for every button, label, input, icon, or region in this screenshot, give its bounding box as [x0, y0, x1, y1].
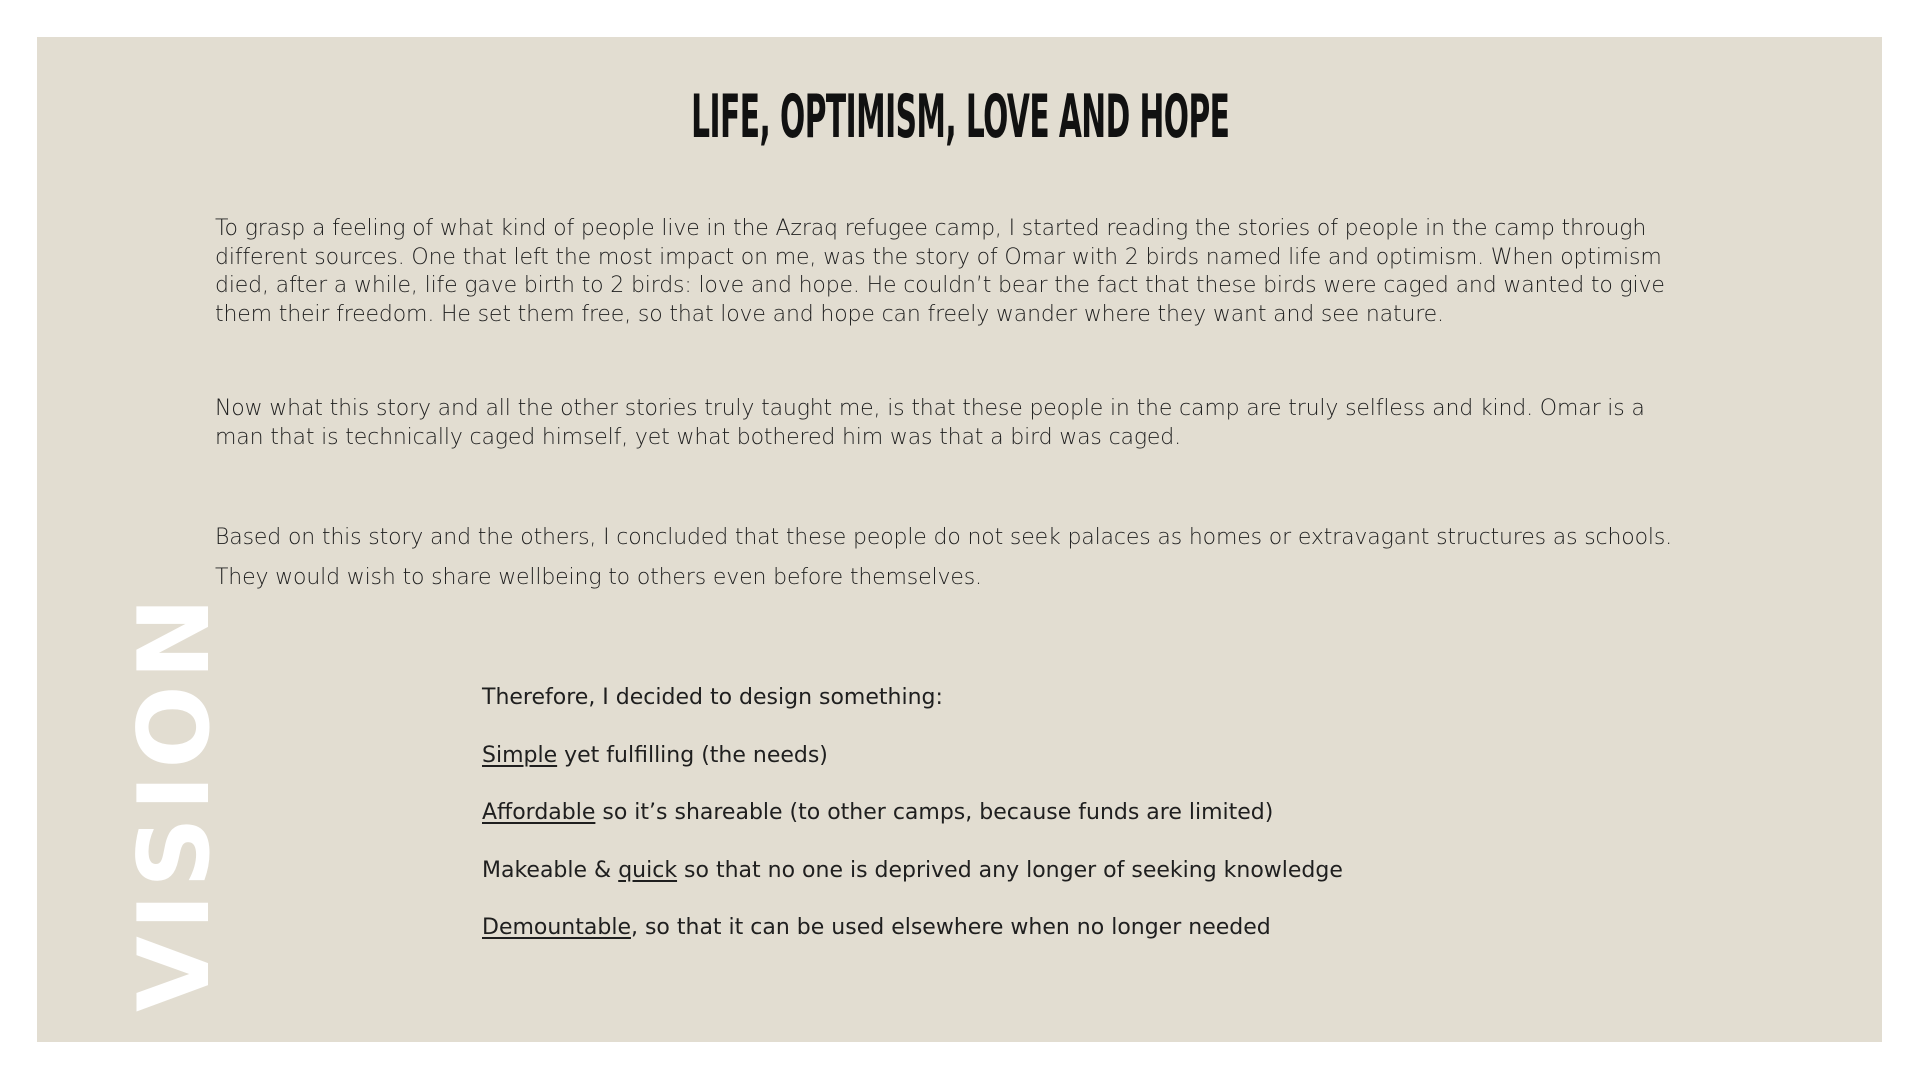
item-keyword: Affordable [482, 800, 596, 826]
item-keyword: quick [618, 857, 678, 883]
text-line: died, after a while, life gave birth to 2 birds: love and hope. He couldn’t bear the fact that these birds were caged and wanted to give [215, 273, 1665, 299]
list-item-simple [482, 741, 1343, 799]
text-line: man that is technically caged himself, yet what bothered him was that a bird was caged. [215, 424, 1181, 450]
text-line: To grasp a feeling of what kind of people live in the Azraq refugee camp, I started reading the stories of people in the camp through [215, 216, 1647, 241]
list-intro: Therefore, I decided to design something: [482, 685, 943, 710]
item-keyword: Demountable [482, 915, 631, 941]
item-text: , so that it can be used elsewhere when no longer needed [630, 915, 1271, 941]
list-item-demountable [482, 913, 1343, 971]
text-line: them their freedom. He set them free, so that love and hope can freely wander where they want and see nature. [215, 302, 1444, 328]
item-text: so that no one is deprived any longer of seeking knowledge [677, 857, 1343, 883]
slide-title-text: LIFE, OPTIMISM, LOVE AND HOPE [690, 82, 1230, 152]
item-text: so it’s shareable (to other camps, because funds are limited) [595, 800, 1274, 826]
slide-title [0, 84, 1920, 150]
list-item-quick [482, 856, 1343, 914]
text-line: Now what this story and all the other stories truly taught me, is that these people in the camp are truly selfless and kind. Omar is a [215, 396, 1645, 421]
vision-side-label: VISION [118, 591, 232, 1012]
item-text: yet fulfilling (the needs) [557, 742, 828, 768]
paragraph-lesson [215, 395, 1645, 452]
item-keyword: Simple [482, 742, 558, 768]
design-criteria-list [482, 683, 1343, 971]
list-item-affordable [482, 798, 1343, 856]
paragraph-conclusion [215, 518, 1672, 598]
text-line: Based on this story and the others, I concluded that these people do not seek palaces as homes or extravagant structures as schools. [215, 525, 1673, 550]
item-prefix: Makeable & [482, 857, 619, 883]
text-line: different sources. One that left the most impact on me, was the story of Omar with 2 birds named life and optimism. When optimism [215, 244, 1662, 270]
paragraph-story [215, 215, 1665, 330]
text-line: They would wish to share wellbeing to others even before themselves. [215, 565, 982, 590]
